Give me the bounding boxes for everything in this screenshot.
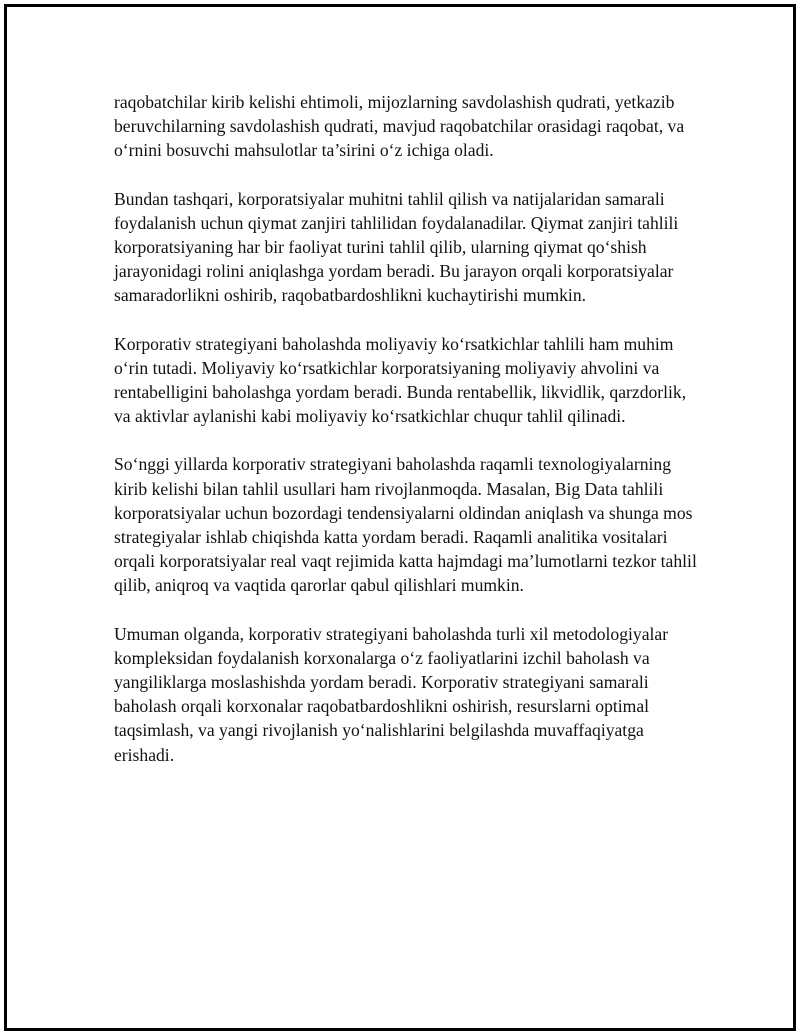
paragraph: So‘nggi yillarda korporativ strategiyani baholashda raqamli texnologiyalarning kirib kelishi bilan tahlil usullari ham rivojlanmoqda. Masalan, Big Data tahlili korporatsiyalar uchun bozordagi tendensiyalarni oldindan aniqlash va shunga mos strategiyalar ishlab chiqishda katta yordam beradi. Raqamli analitika vositalari orqali korporatsiyalar real vaqt rejimida katta hajmdagi ma’lumotlarni tezkor tahlil qilib, aniqroq va vaqtida qarorlar qabul qilishlari mumkin. bbox=[114, 454, 697, 596]
paragraph: Korporativ strategiyani baholashda moliyaviy ko‘rsatkichlar tahlili ham muhim o‘rin tutadi. Moliyaviy ko‘rsatkichlar korporatsiyaning moliyaviy ahvolini va rentabelligini baholashga yordam beradi. Bunda rentabellik, likvidlik, qarzdorlik, va aktivlar aylanishi kabi moliyaviy ko‘rsatkichlar chuqur tahlil qilinadi. bbox=[114, 333, 687, 427]
paragraph: Bundan tashqari, korporatsiyalar muhitni tahlil qilish va natijalaridan samarali foydalanish uchun qiymat zanjiri tahlilidan foydalanadilar. Qiymat zanjiri tahlili korporatsiyaning har bir faoliyat turini tahlil qilib, ularning qiymat qo‘shish jarayonidagi rolini aniqlashga yordam beradi. Bu jarayon orqali korporatsiyalar samaradorlikni oshirib, raqobatbardoshlikni kuchaytirishi mumkin. bbox=[114, 188, 679, 306]
document-body bbox=[114, 90, 699, 767]
paragraph: raqobatchilar kirib kelishi ehtimoli, mijozlarning savdolashish qudrati, yetkazib beruvchilarning savdolashish qudrati, mavjud raqobatchilar orasidagi raqobat, va o‘rnini bosuvchi mahsulotlar ta’sirini o‘z ichiga oladi. bbox=[114, 92, 685, 161]
paragraph: Umuman olganda, korporativ strategiyani baholashda turli xil metodologiyalar kompleksidan foydalanish korxonalarga o‘z faoliyatlarini izchil baholash va yangiliklarga moslashishda yordam beradi. Korporativ strategiyani samarali baholash orqali korxonalar raqobatbardoshlikni oshirish, resurslarni optimal taqsimlash, va yangi rivojlanish yo‘nalishlarini belgilashda muvaffaqiyatga erishadi. bbox=[114, 623, 669, 765]
